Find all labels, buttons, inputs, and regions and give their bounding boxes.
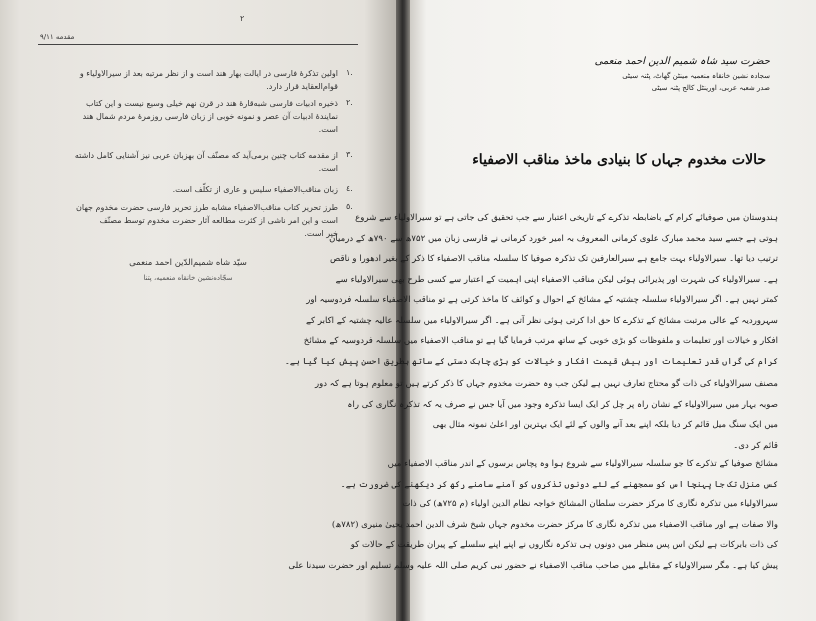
body-line: افکار و خیالات اور تعلیمات و ملفوظات کو بڑی خوبی کے ساتھ مرتب فرمایا گیا ہے تو مناقب الاصفیاء میں سلسلہ فردوسیہ کے مشائخ <box>303 336 778 346</box>
body-line: ہوتی ہے جسے سید محمد مبارک علوی کرمانی المعروف بہ امیر خورد کرمانی نے فارسی زبان میں ۷۵۲ھ سے ۷۹۰ھ کے درمیان <box>329 233 778 244</box>
running-header: مقدمه ۹/۱۱ <box>40 33 75 41</box>
author-affiliation-1: سجادہ نشین خانقاہ منعمیہ مینٹن گھاٹ، پٹنہ سیٹی <box>622 72 770 80</box>
footnote-line: است و این امر ناشی از کثرت مطالعه آثار حضرت مخدوم توسط مصنّف <box>99 216 338 225</box>
footnote-marker: ۲. <box>346 98 353 107</box>
footnote-line: زبان مناقب‌الاصفیاء سلیس و عاری از تکلّف است. <box>172 185 338 194</box>
body-line: کی ذات بابرکات ہے لیکن اس پس منظر میں دونوں ہی تذکرہ نگاروں نے اپنے اپنے سلسلے کے پیران طریقت کے حالات کو <box>350 540 778 550</box>
body-line: قائم کر دی۔ <box>733 440 778 451</box>
footnote-marker: ٥. <box>346 202 353 211</box>
footnote-line: است. <box>318 164 338 173</box>
signature-name: سیّد شاه شمیم‌الدّین احمد منعمی <box>129 258 247 268</box>
footnote-marker: ۳. <box>346 150 353 159</box>
body-line: کرام کی گراں قدر تعلیمات اور بیش قیمت افکار و خیالات کو بڑی چابک دستی کے ساتھ بطریق احسن پیش کیا گیا ہے۔ <box>284 356 778 367</box>
article-title: حالات مخدوم جہاں کا بنیادی ماخذ مناقب الاصفیاء <box>472 152 766 168</box>
body-line: میں ایک سنگ میل قائم کر دیا بلکہ اپنے بعد آنے والوں کے لئے ایک بہترین اور اعلیٰ نمونہ مثال بھی <box>432 420 778 430</box>
author-affiliation-2: صدر شعبہ عربی، اورینٹل کالج پٹنہ سیٹی <box>651 84 770 92</box>
footnote-line: قوام‌العقاید قرار دارد. <box>266 82 338 91</box>
footnote-line: طرز تحریر کتاب مناقب‌الاصفیاء مشابه طرز تحریر فارسی حضرت مخدوم جهان <box>76 203 338 212</box>
body-line: ہندوستان میں صوفیائے کرام کے باضابطہ تذکرے کے تاریخی اعتبار سے جب تحقیق کی جاتی ہے تو سیرالاولیاء سے شروع <box>355 213 778 223</box>
body-line: کس منزل تک جا پہنچا اس کو سمجھنے کے لئے دونوں تذکروں کو آمنے سامنے رکھ کر دیکھنے کی ضرورت ہے۔ <box>340 479 778 490</box>
body-line: مصنف سیرالاولیاء کی ذات گو محتاج تعارف نہیں ہے لیکن جب وہ حضرت مخدوم جہاں کا ذکر کرتے ہیں تو معلوم ہوتا ہے کہ دور <box>314 379 778 389</box>
signature-title: سجّاده‌نشین خانقاه منعمیه، پتنا <box>143 274 233 282</box>
body-line: ترتیب دیا تھا۔ سیرالاولیاء بہت جامع ہے سیرالعارفین تک تذکرہ صوفیا کا سلسلہ مناقب الاصفیاء کا ذکر کے بغیر ادھورا و ناقص <box>329 254 778 264</box>
footnote-line: ذخیره ادبیات فارسی شبه‌قارهٔ هند در قرن نهم خیلی وسیع نیست و این کتاب <box>86 99 338 108</box>
body-line: والا صفات ہے اور مناقب الاصفیاء میں تذکرہ نگاری کا مرکز حضرت مخدوم جہاں شیخ شرف الدین احمد یحییٰ منیری (۷۸۲ھ) <box>331 519 778 530</box>
body-line: صوبہ بہار میں سیرالاولیاء کے نشان راہ پر چل کر ایک ایسا تذکرہ وجود میں آیا جس نے صرف یہ کہ تذکرہ نگاری کی راہ <box>347 399 778 410</box>
footnote-line: خیر است. <box>304 229 338 238</box>
body-line: سیرالاولیاء میں تذکرہ نگاری کا مرکز حضرت سلطان المشائخ خواجہ نظام الدین اولیاء (م ۷۲۵ھ) کی ذات <box>402 499 778 509</box>
body-line: کمتر نہیں ہے۔ اگر سیرالاولیاء سلسلہ چشتیہ کے مشائخ کے احوال و کوائف کا ماخذ کرتی ہے تو مناقب الاصفیاء سلسلہ فردوسیہ اور <box>306 295 778 305</box>
body-line: پیش کیا ہے۔ مگر سیرالاولیاء کے مقابلے میں صاحب مناقب الاصفیاء نے حضور نبی کریم صلی اللہ علیہ وسلم تسلیم اور حضرت سیدنا علی <box>288 560 778 571</box>
page-number: ۲ <box>240 14 245 23</box>
footnote-line: اولین تذکرهٔ فارسی در ایالت بهار هند است و از نظر مرتبه بعد از سیرالاولیاء و <box>79 69 338 78</box>
footnote-line: است. <box>318 125 338 134</box>
body-line: ہے۔ سیرالاولیاء کی شہرت اور پذیرائی ہوئی لیکن مناقب الاصفیاء اپنی اہمیت کے اعتبار سے کسی طرح بھی سیرالاولیاء سے <box>335 274 778 285</box>
body-line: مشائخ صوفیا کے تذکرے کا جو سلسلہ سیرالاولیاء سے شروع ہوا وہ پچاس برسوں کے اندر مناقب الاصفیاء میں <box>387 459 778 469</box>
body-line: سہروردیہ کے عالی مرتبت مشائخ کے تذکرے کا حق ادا کرتی ہوئی نظر آتی ہے۔ اگر سیرالاولیاء میں سلسلہ عالیہ چشتیہ کے اکابر کے <box>305 315 778 326</box>
footnote-marker: ٤. <box>346 184 353 193</box>
author-name: حضرت سید شاہ شمیم الدین احمد منعمی <box>594 56 770 67</box>
footnote-line: از مقدمه کتاب چنین برمی‌آید که مصنّف آن بهزبان عربی نیز آشنایی کامل داشته <box>74 151 338 160</box>
header-rule <box>38 44 358 45</box>
footnote-marker: ۱. <box>346 68 353 77</box>
footnote-line: نمایندهٔ ادبیات آن عصر و نمونه خوبی از زبان فارسی روزمرهٔ مردم شمال هند <box>82 112 338 121</box>
